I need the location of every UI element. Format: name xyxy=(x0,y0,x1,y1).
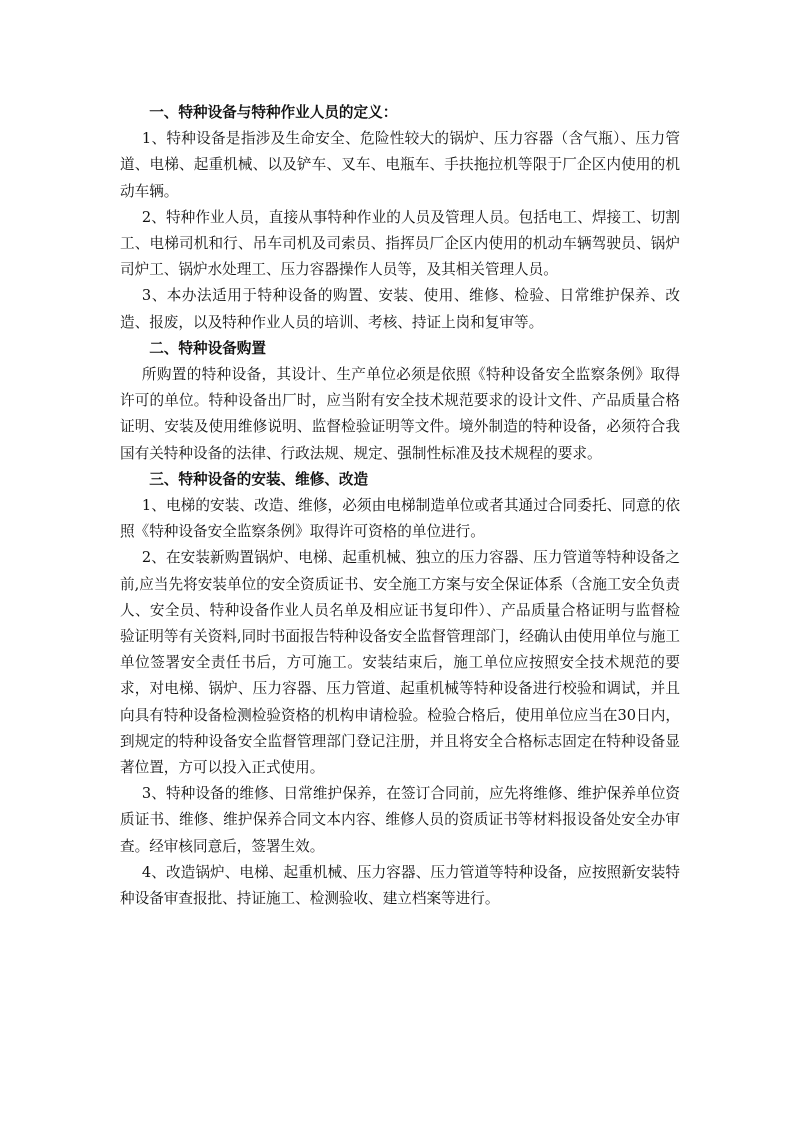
paragraph-modification: 4、改造锅炉、电梯、起重机械、压力容器、压力管道等特种设备，应按照新安装特种设备审查报批、持证施工、检测验收、建立档案等进行。 xyxy=(120,863,680,908)
section-heading-purchase: 二、特种设备购置 xyxy=(149,339,266,357)
section-heading-definitions: 一、特种设备与特种作业人员的定义： xyxy=(149,104,398,121)
paragraph-maintenance: 3、特种设备的维修、日常维护保养，在签订合同前，应先将维修、维护保养单位资质证书、维修、维护保养合同文本内容、维修人员的资质证书等材料报设备处安全办审查。经审核同意后，签署生效。 xyxy=(120,785,680,855)
section-heading-installation: 三、特种设备的安装、维修、改造 xyxy=(149,470,369,488)
paragraph-purchase: 所购置的特种设备，其设计、生产单位必须是依照《特种设备安全监察条例》取得许可的单位。特种设备出厂时，应当附有安全技术规范要求的设计文件、产品质量合格证明、安装及使用维修说明、监督检验证明等文件。境外制造的特种设备，必须符合我国有关特种设备的法律、行政法规、规定、强制性标准及技术规程的要求。 xyxy=(120,366,680,462)
paragraph-elevator-installation: 1、电梯的安装、改造、维修，必须由电梯制造单位或者其通过合同委托、同意的依照《特种设备安全监察条例》取得许可资格的单位进行。 xyxy=(120,497,680,541)
paragraph-scope: 3、本办法适用于特种设备的购置、安装、使用、维修、检验、日常维护保养、改造、报废，以及特种作业人员的培训、考核、持证上岗和复审等。 xyxy=(120,287,680,331)
paragraph-new-equipment-installation: 2、在安装新购置锅炉、电梯、起重机械、独立的压力容器、压力管道等特种设备之前,应当先将安装单位的安全资质证书、安全施工方案与安全保证体系（含施工安全负责人、安全员、特种设备作业人员名单及相应证书复印件）、产品质量合格证明与监督检验证明等有关资料,同时书面报告特种设备安全监督管理部门，经确认由使用单位与施工单位签署安全责任书后，方可施工。安装结束后，施工单位应按照安全技术规范的要求，对电梯、锅炉、压力容器、压力管道、起重机械等特种设备进行校验和调试，并且向具有特种设备检测检验资格的机构申请检验。检验合格后，使用单位应当在30日内，到规定的特种设备安全监督管理部门登记注册，并且将安全合格标志固定在特种设备显著位置，方可以投入正式使用。 xyxy=(120,549,680,777)
paragraph-special-equipment-definition: 1、特种设备是指涉及生命安全、危险性较大的锅炉、压力容器（含气瓶）、压力管道、电梯、起重机械、以及铲车、叉车、电瓶车、手扶拖拉机等限于厂企区内使用的机动车辆。 xyxy=(120,130,680,200)
paragraph-special-operators-definition: 2、特种作业人员，直接从事特种作业的人员及管理人员。包括电工、焊接工、切割工、电梯司机和行、吊车司机及司索员、指挥员厂企区内使用的机动车辆驾驶员、锅炉司炉工、锅炉水处理工、压力容器操作人员等，及其相关管理人员。 xyxy=(120,208,680,279)
document-body xyxy=(120,100,680,912)
